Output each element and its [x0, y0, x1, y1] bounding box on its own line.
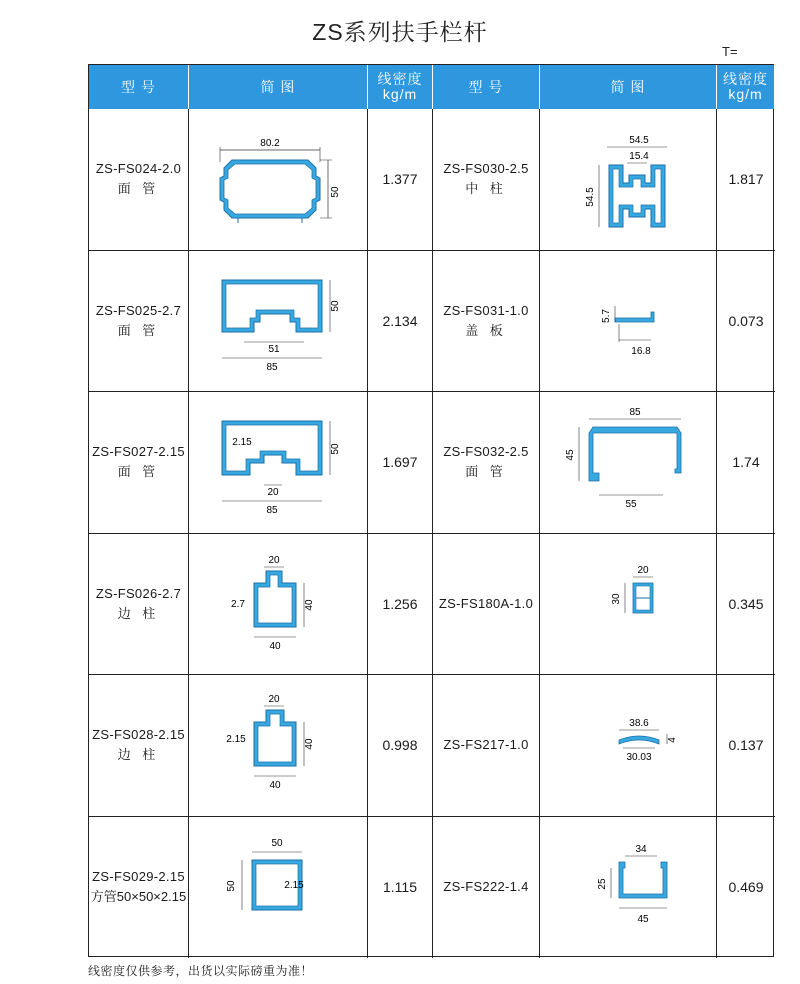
dim-label: 4	[667, 737, 678, 744]
header-density-left	[368, 65, 433, 109]
header-density-label: 线密度	[377, 71, 423, 88]
table-row-model	[89, 392, 189, 534]
table-row-model	[89, 534, 189, 676]
profile-fs025-icon	[198, 266, 358, 376]
header-density-label: 线密度	[723, 71, 768, 88]
dim-label: 85	[266, 505, 278, 517]
dim-label: 50	[330, 443, 341, 455]
profile-fs030-icon	[553, 119, 703, 239]
density-value: 1.377	[368, 109, 433, 251]
density-value: 1.74	[717, 392, 775, 534]
table-row-model	[433, 534, 540, 676]
dim-label: 45	[565, 449, 576, 461]
dim-label: 85	[629, 407, 641, 419]
footnote: 线密度仅供参考，出货以实际磅重为准！	[88, 964, 314, 978]
density-value: 0.469	[728, 879, 764, 896]
dim-label: 50	[330, 186, 341, 198]
model-code: ZS-FS029-2.15	[92, 869, 185, 885]
profile-fs024-icon	[198, 124, 358, 234]
model-kind: 面 管	[117, 464, 160, 480]
table-row-model	[433, 817, 540, 959]
table-row-model	[433, 251, 540, 393]
dim-label: 2.15	[232, 437, 252, 449]
profile-fs180a-icon	[553, 549, 703, 659]
profile-fs027-icon	[198, 407, 358, 517]
density-value: 1.697	[368, 392, 433, 534]
model-code: ZS-FS032-2.5	[443, 444, 529, 460]
profile-diagram	[540, 675, 717, 817]
model-kind: 方管50×50×2.15	[90, 889, 187, 905]
spec-table	[88, 64, 774, 957]
dim-label: 40	[269, 640, 281, 652]
dim-label: 30	[611, 593, 622, 605]
dim-label: 54.5	[585, 187, 596, 207]
profile-diagram	[189, 817, 368, 959]
profile-diagram	[189, 534, 368, 676]
model-kind: 面 管	[117, 181, 160, 197]
profile-diagram	[540, 392, 717, 534]
dim-label: 20	[267, 487, 279, 499]
profile-diagram	[540, 251, 717, 393]
model-code: ZS-FS025-2.7	[95, 302, 182, 318]
table-row-model	[89, 817, 189, 959]
dim-label: 50	[330, 300, 341, 312]
density-value: 1.115	[368, 817, 433, 959]
dim-label: 38.6	[629, 718, 649, 730]
dim-label: 2.7	[231, 598, 245, 610]
model-code: ZS-FS222-1.4	[443, 879, 529, 895]
table-row-model	[433, 109, 540, 251]
table-row-model	[89, 251, 189, 393]
model-kind: 盖 板	[465, 322, 507, 338]
profile-fs029-icon	[198, 832, 358, 942]
dim-label: 20	[637, 564, 649, 576]
density-value: 0.073	[717, 251, 775, 393]
profile-fs222-icon	[553, 832, 703, 942]
header-diagram-left: 简 图	[189, 65, 368, 109]
dim-label: 25	[597, 878, 608, 890]
model-kind: 边 柱	[117, 605, 160, 621]
model-kind: 边 柱	[117, 747, 160, 763]
header-model-right: 型 号	[433, 65, 540, 109]
table-row-model	[89, 675, 189, 817]
profile-fs032-icon	[553, 407, 703, 517]
dim-label: 16.8	[631, 345, 651, 357]
profile-fs026-icon	[198, 549, 358, 659]
t-mark: T=	[722, 44, 738, 59]
model-code: ZS-FS028-2.15	[92, 727, 185, 743]
model-code: ZS-FS031-1.0	[443, 302, 529, 318]
model-code: ZS-FS027-2.15	[92, 444, 185, 460]
dim-label: 80.2	[260, 138, 280, 150]
header-diagram-right: 简 图	[540, 65, 717, 109]
density-value: 2.134	[368, 251, 433, 393]
profile-diagram	[189, 109, 368, 251]
profile-diagram	[189, 675, 368, 817]
page-title: ZS系列扶手栏杆	[312, 19, 488, 45]
profile-diagram	[189, 392, 368, 534]
profile-fs217-icon	[553, 690, 703, 800]
profile-diagram	[540, 534, 717, 676]
table-row-model	[433, 392, 540, 534]
header-density-unit: kg/m	[728, 86, 763, 102]
density-value: 1.817	[717, 109, 775, 251]
header-density-unit: kg/m	[382, 86, 418, 102]
dim-label: 40	[304, 738, 315, 750]
dim-label: 51	[268, 343, 280, 355]
dim-label: 2.15	[226, 734, 246, 746]
profile-fs028-icon	[198, 690, 358, 800]
header-model-left: 型 号	[89, 65, 189, 109]
dim-label: 50	[271, 838, 283, 850]
profile-diagram	[189, 251, 368, 393]
dim-label: 50	[226, 880, 237, 892]
dim-label: 45	[637, 914, 649, 926]
dim-label: 85	[266, 361, 278, 373]
model-kind: 中 柱	[465, 181, 507, 197]
profile-diagram	[540, 109, 717, 251]
dim-label: 34	[635, 844, 647, 856]
model-code: ZS-FS024-2.0	[95, 161, 182, 177]
profile-diagram	[540, 817, 717, 959]
model-code: ZS-FS030-2.5	[443, 161, 529, 177]
density-value: 1.256	[368, 534, 433, 676]
dim-label: 54.5	[629, 135, 649, 147]
header-density-right	[717, 65, 775, 109]
profile-fs031-icon	[553, 266, 703, 376]
dim-label: 55	[625, 499, 637, 511]
dim-label: 30.03	[626, 752, 652, 764]
density-value: 0.137	[717, 675, 775, 817]
dim-label: 5.7	[601, 308, 612, 323]
dim-label: 40	[269, 780, 281, 792]
dim-label: 40	[304, 599, 315, 611]
model-code: ZS-FS026-2.7	[95, 585, 182, 601]
dim-label: 2.15	[284, 880, 304, 892]
model-code: ZS-FS217-1.0	[443, 737, 529, 753]
dim-label: 20	[268, 554, 280, 566]
model-kind: 面 管	[465, 464, 507, 480]
dim-label: 15.4	[629, 151, 649, 163]
dim-label: 20	[268, 694, 280, 706]
model-code: ZS-FS180A-1.0	[438, 595, 534, 611]
density-value: 0.998	[368, 675, 433, 817]
model-kind: 面 管	[117, 322, 160, 338]
table-row-model	[89, 109, 189, 251]
table-row-model	[433, 675, 540, 817]
density-value: 0.345	[717, 534, 775, 676]
